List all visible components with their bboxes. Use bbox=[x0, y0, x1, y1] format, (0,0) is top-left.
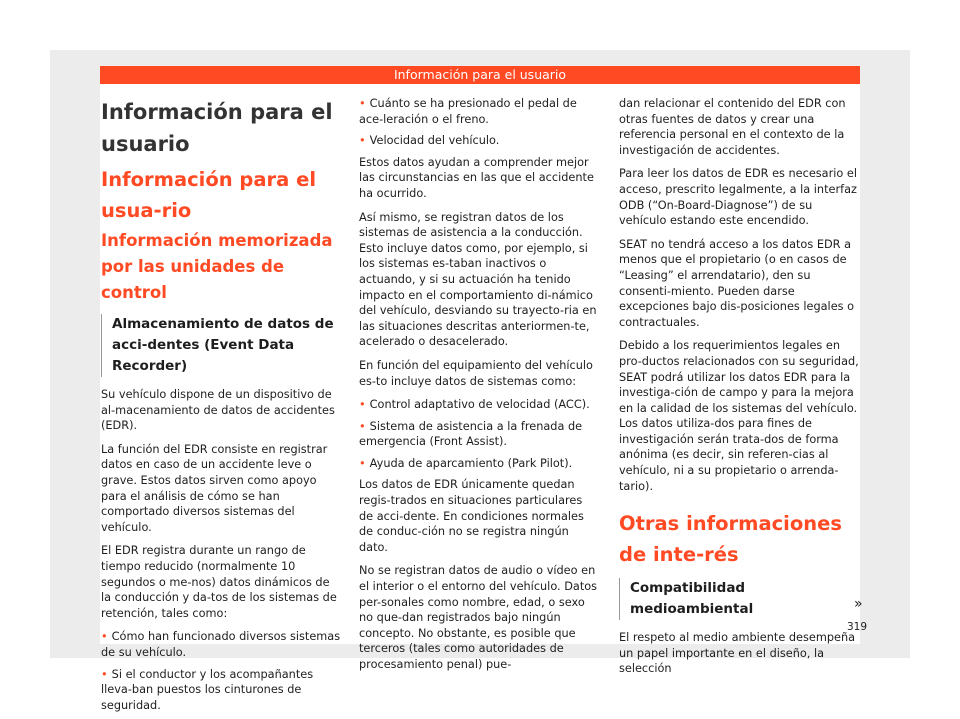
page-number: 319 bbox=[847, 621, 868, 633]
paragraph: No se registran datos de audio o vídeo en el interior o el entorno del vehículo. Datos per-sonales como nombre, edad, o sexo no que-dan registrados bajo ningún concepto. No obstante, es posible que terceros (tales como autoridades de procesamiento penal) pue- bbox=[359, 564, 598, 671]
list-item-text: Sistema de asistencia a la frenada de emergencia (Front Assist). bbox=[359, 419, 583, 449]
list-item bbox=[101, 629, 341, 660]
paragraph: Así mismo, se registran datos de los sistemas de asistencia a la conducción. Esto incluye datos como, por ejemplo, si los sistemas es-taban inactivos o actuando, y si su actuación ha tenido impacto en el comportamiento di-námico del vehículo, desviando su trayecto-ria en las situaciones descritas anteriormen-te, acelerado o desacelerado. bbox=[359, 210, 597, 349]
paragraph: El respeto al medio ambiente desempeña un papel importante en el diseño, la selección bbox=[619, 631, 856, 676]
paragraph: Su vehículo dispone de un dispositivo de al-macenamiento de datos de accidentes (EDR). bbox=[101, 388, 335, 433]
paragraph: Los datos de EDR únicamente quedan regis-trados en situaciones particulares de acci-dente. En condiciones normales de conduc-ción no se registra ningún dato. bbox=[359, 478, 584, 554]
bullet-icon: • bbox=[359, 398, 366, 412]
list-item bbox=[359, 419, 599, 450]
list-item bbox=[359, 96, 599, 127]
paragraph: Estos datos ayudan a comprender mejor las circunstancias en las que el accidente ha ocurrido. bbox=[359, 155, 594, 200]
column-middle bbox=[359, 96, 599, 681]
heading-level-1: Información para el usuario bbox=[101, 100, 333, 156]
paragraph: Debido a los requerimientos legales en pro-ductos relacionados con su seguridad, SEAT podrá utilizar los datos EDR para la investiga-ción de campo y para la mejora en la calidad de los sistemas del vehículo. Los datos utiliza-dos para fines de investigación serán trata-dos de forma anónima (es decir, sin referen-cias al vehículo, ni a su propietario o arrenda-tario). bbox=[619, 339, 859, 493]
bullet-icon: • bbox=[359, 97, 366, 110]
heading-level-2: Información para el usua-rio bbox=[101, 168, 317, 222]
list-item-text: Ayuda de aparcamiento (Park Pilot). bbox=[369, 456, 573, 470]
paragraph: Para leer los datos de EDR es necesario el acceso, prescrito legalmente, a la interfaz ODB (“On-Board-Diagnose”) de su vehículo estando este encendido. bbox=[619, 167, 857, 228]
list-item bbox=[359, 456, 599, 472]
bullet-icon: • bbox=[359, 456, 366, 470]
paragraph: La función del EDR consiste en registrar datos en caso de un accidente leve o grave. Estos datos sirven como apoyo para el análisis de cómo se han comportado diversos sistemas del vehículo. bbox=[101, 442, 328, 534]
heading-level-4: Compatibilidad medioambiental bbox=[619, 578, 859, 620]
column-right bbox=[619, 96, 859, 685]
page-header: Información para el usuario bbox=[100, 66, 860, 84]
bullet-icon: • bbox=[359, 134, 366, 148]
list-item-text: Velocidad del vehículo. bbox=[369, 134, 500, 148]
bullet-icon: • bbox=[101, 630, 108, 644]
bullet-icon: • bbox=[359, 419, 366, 433]
paragraph: En función del equipamiento del vehículo es-to incluye datos de sistemas como: bbox=[359, 358, 593, 388]
list-item-text: Control adaptativo de velocidad (ACC). bbox=[369, 398, 590, 412]
list-item-text: Cuánto se ha presionado el pedal de ace-leración o el freno. bbox=[359, 97, 577, 126]
list-item bbox=[101, 667, 341, 714]
column-left bbox=[101, 96, 341, 719]
heading-level-4: Almacenamiento de datos de acci-dentes (Event Data Recorder) bbox=[101, 314, 341, 377]
paragraph: SEAT no tendrá acceso a los datos EDR a menos que el propietario (o en casos de “Leasing” el arrendatario), den su consenti-miento. Pueden darse excepciones bajo dis-posiciones legales o contractuales. bbox=[619, 237, 855, 329]
heading-level-3: Información memorizada por las unidades de control bbox=[101, 231, 333, 302]
paragraph: dan relacionar el contenido del EDR con otras fuentes de datos y crear una referencia personal en el contexto de la investigación de accidentes. bbox=[619, 97, 846, 157]
list-item bbox=[359, 133, 599, 149]
paragraph: El EDR registra durante un rango de tiempo reducido (normalmente 10 segundos o me-nos) datos dinámicos de la conducción y da-tos de los sistemas de retención, tales como: bbox=[101, 544, 337, 620]
list-item bbox=[359, 397, 599, 413]
continue-arrow-icon: » bbox=[854, 596, 863, 612]
list-item-text: Si el conductor y los acompañantes lleva-ban puestos los cinturones de seguridad. bbox=[101, 667, 314, 712]
heading-level-2: Otras informaciones de inte-rés bbox=[619, 512, 842, 567]
list-item-text: Cómo han funcionado diversos sistemas de su vehículo. bbox=[101, 630, 341, 659]
bullet-icon: • bbox=[101, 667, 108, 681]
